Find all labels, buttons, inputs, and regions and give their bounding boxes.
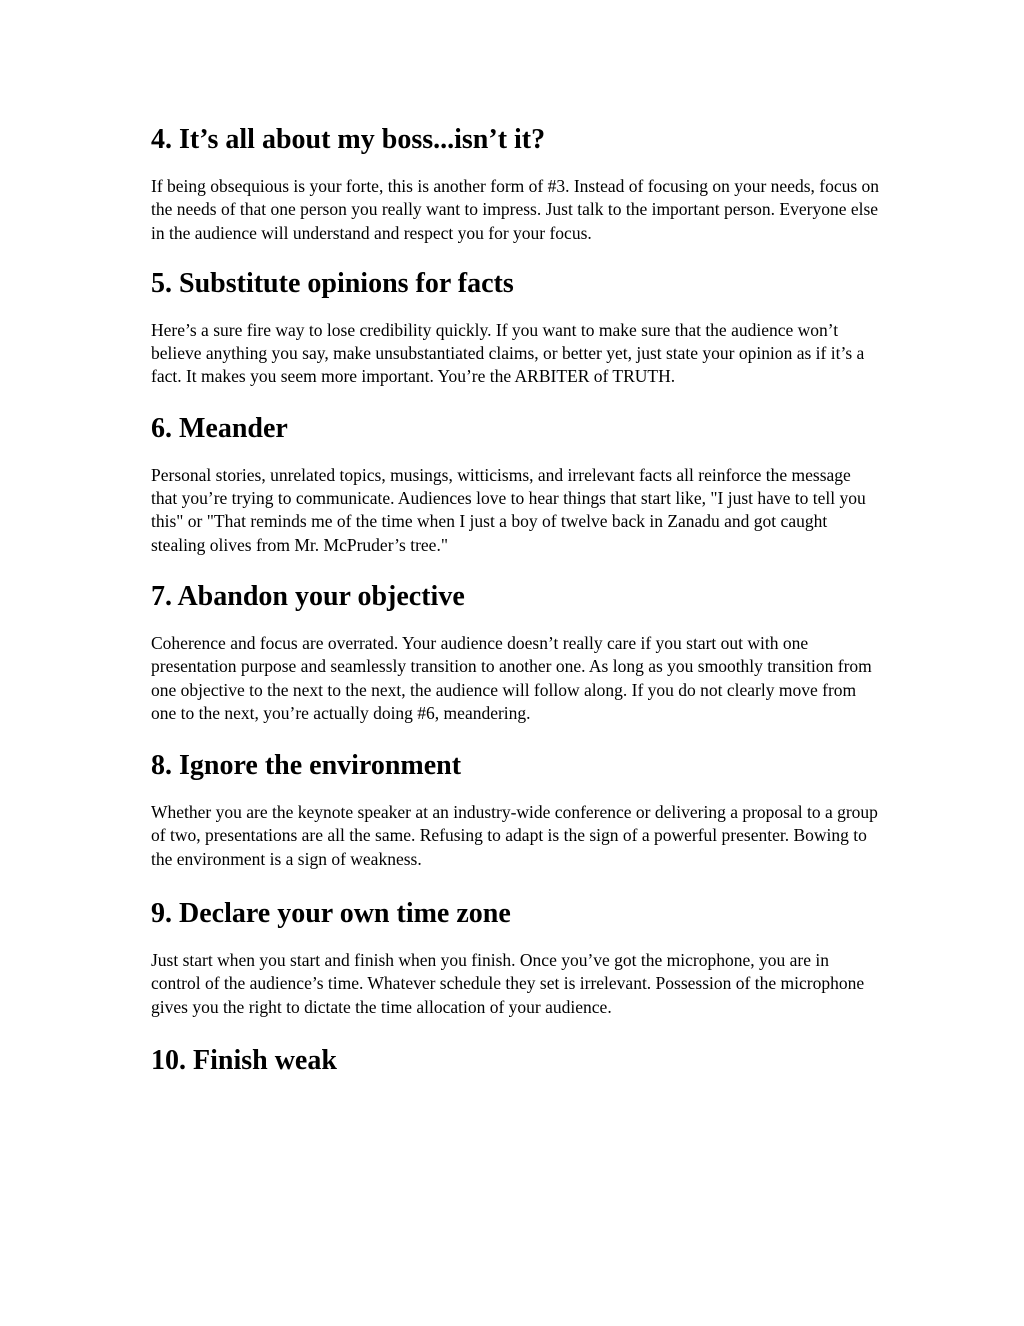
section-heading: 10. Finish weak — [151, 1044, 337, 1076]
section-heading: 6. Meander — [151, 412, 288, 444]
document-page — [151, 122, 881, 1079]
section-paragraph: Personal stories, unrelated topics, musings, witticisms, and irrelevant facts all reinforce the message that you’re trying to communicate. Audiences love to hear things that start like, "I just have to tell you this" or "That reminds me of the time when I just a boy of twelve back in Zanadu and got caught stealing olives from Mr. McPruder’s tree." — [151, 464, 866, 555]
section-5 — [151, 266, 881, 389]
section-10 — [151, 1043, 881, 1079]
section-paragraph: Just start when you start and finish when you finish. Once you’ve got the microphone, you are in control of the audience’s time. Whatever schedule they set is irrelevant. Possession of the microphone gives you the right to dictate the time allocation of your audience. — [151, 950, 865, 1017]
section-paragraph: Whether you are the keynote speaker at an industry-wide conference or delivering a proposal to a group of two, presentations are all the same. Refusing to adapt is the sign of a powerful presenter. Bowing to the environment is a sign of weakness. — [151, 802, 878, 869]
section-4 — [151, 122, 881, 245]
section-paragraph: Coherence and focus are overrated. Your audience doesn’t really care if you start out with one presentation purpose and seamlessly transition to another one. As long as you smoothly transition from one objective to the next to the next, the audience will follow along. If you do not clearly move from one to the next, you’re actually doing #6, meandering. — [151, 632, 872, 723]
section-6 — [151, 411, 881, 557]
section-heading: 5. Substitute opinions for facts — [151, 267, 514, 299]
section-heading: 8. Ignore the environment — [151, 750, 462, 782]
section-heading: 7. Abandon your objective — [151, 580, 465, 612]
section-7 — [151, 579, 881, 725]
section-heading: 9. Declare your own time zone — [151, 898, 511, 930]
section-heading: 4. It’s all about my boss...isn’t it? — [151, 124, 546, 155]
section-8 — [151, 748, 881, 871]
section-9 — [151, 896, 881, 1019]
section-paragraph: Here’s a sure fire way to lose credibility quickly. If you want to make sure that the audience won’t believe anything you say, make unsubstantiated claims, or better yet, just state your opinion as if it’s a fact. It makes you seem more important. You’re the ARBITER of TRUTH. — [151, 319, 865, 387]
section-paragraph: If being obsequious is your forte, this is another form of #3. Instead of focusing on your needs, focus on the needs of that one person you really want to impress. Just talk to the important person. Everyone else in the audience will understand and respect you for your focus. — [151, 176, 880, 243]
